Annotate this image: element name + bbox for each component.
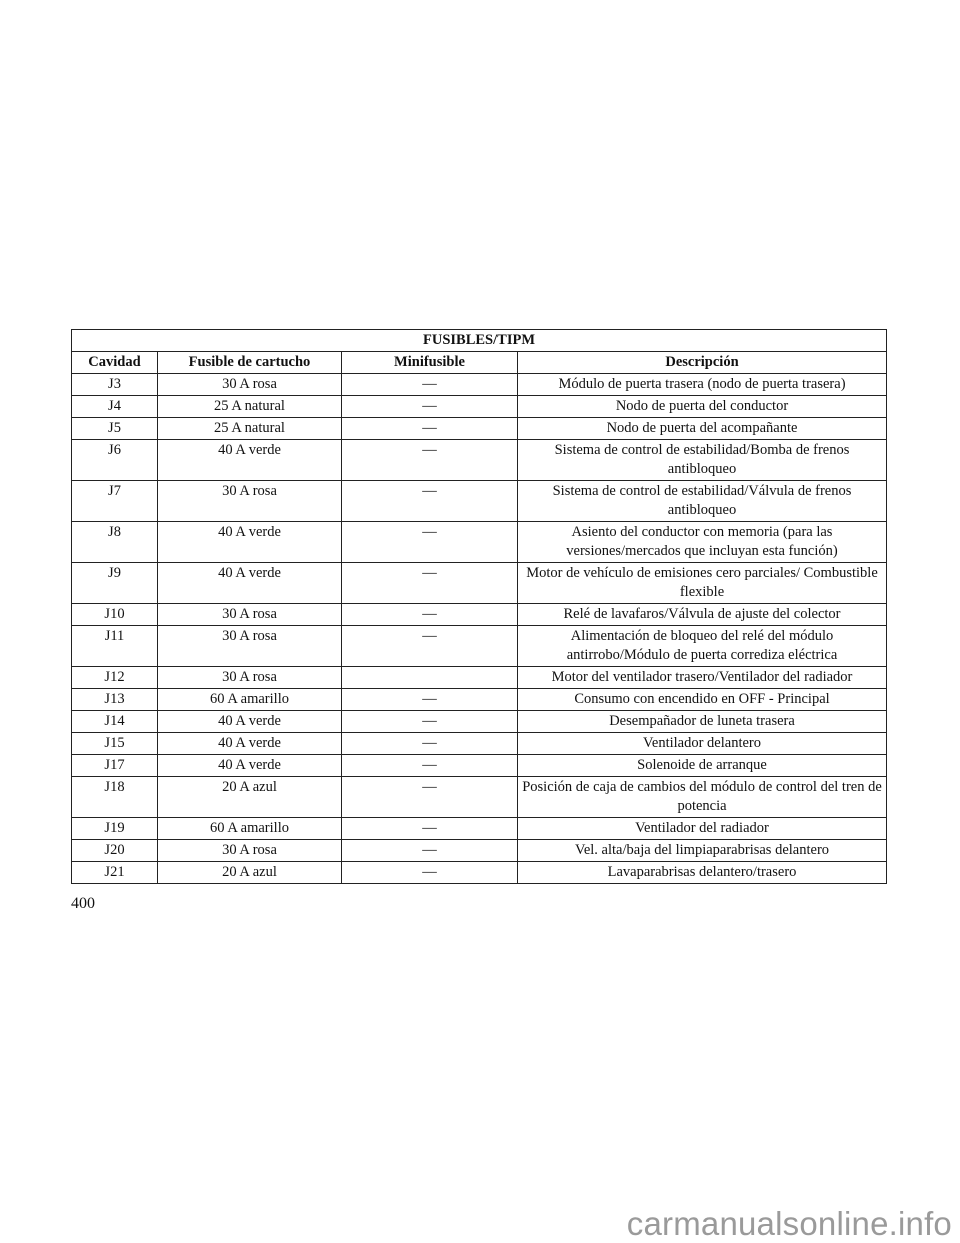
fusible-cartucho-cell: 30 A rosa <box>158 626 342 667</box>
cavidad-cell: J11 <box>72 626 158 667</box>
cavidad-cell: J15 <box>72 733 158 755</box>
cavidad-cell: J19 <box>72 818 158 840</box>
minifusible-cell: — <box>342 418 518 440</box>
minifusible-cell: — <box>342 374 518 396</box>
fusible-cartucho-cell: 30 A rosa <box>158 840 342 862</box>
minifusible-cell: — <box>342 777 518 818</box>
cavidad-cell: J20 <box>72 840 158 862</box>
descripcion-cell: Vel. alta/baja del limpiaparabrisas delantero <box>518 840 887 862</box>
table-title: FUSIBLES/TIPM <box>72 330 887 352</box>
table-row <box>72 862 887 884</box>
descripcion-cell: Relé de lavafaros/Válvula de ajuste del colector <box>518 604 887 626</box>
minifusible-cell: — <box>342 522 518 563</box>
table-row <box>72 626 887 667</box>
cavidad-cell: J9 <box>72 563 158 604</box>
table-row <box>72 374 887 396</box>
cavidad-cell: J12 <box>72 667 158 689</box>
descripcion-cell: Posición de caja de cambios del módulo de control del tren de potencia <box>518 777 887 818</box>
fusible-cartucho-cell: 40 A verde <box>158 733 342 755</box>
minifusible-cell <box>342 667 518 689</box>
table-row <box>72 522 887 563</box>
minifusible-cell: — <box>342 689 518 711</box>
cavidad-cell: J5 <box>72 418 158 440</box>
descripcion-cell: Ventilador del radiador <box>518 818 887 840</box>
descripcion-cell: Sistema de control de estabilidad/Válvula de frenos antibloqueo <box>518 481 887 522</box>
descripcion-cell: Ventilador delantero <box>518 733 887 755</box>
table-row <box>72 667 887 689</box>
column-header-fusible-cartucho: Fusible de cartucho <box>158 352 342 374</box>
fusible-cartucho-cell: 40 A verde <box>158 755 342 777</box>
minifusible-cell: — <box>342 755 518 777</box>
page-number: 400 <box>71 895 95 912</box>
minifusible-cell: — <box>342 481 518 522</box>
table-row <box>72 711 887 733</box>
minifusible-cell: — <box>342 818 518 840</box>
fusible-cartucho-cell: 40 A verde <box>158 563 342 604</box>
minifusible-cell: — <box>342 563 518 604</box>
table-row <box>72 777 887 818</box>
minifusible-cell: — <box>342 626 518 667</box>
cavidad-cell: J10 <box>72 604 158 626</box>
minifusible-cell: — <box>342 840 518 862</box>
watermark: carmanualsonline.info <box>626 1205 952 1242</box>
fusible-cartucho-cell: 40 A verde <box>158 711 342 733</box>
fusible-cartucho-cell: 25 A natural <box>158 418 342 440</box>
descripcion-cell: Sistema de control de estabilidad/Bomba de frenos antibloqueo <box>518 440 887 481</box>
fuse-table <box>71 329 887 884</box>
fusible-cartucho-cell: 30 A rosa <box>158 604 342 626</box>
table-row <box>72 840 887 862</box>
minifusible-cell: — <box>342 604 518 626</box>
descripcion-cell: Módulo de puerta trasera (nodo de puerta trasera) <box>518 374 887 396</box>
table-row <box>72 440 887 481</box>
cavidad-cell: J8 <box>72 522 158 563</box>
fusible-cartucho-cell: 20 A azul <box>158 862 342 884</box>
table-row <box>72 563 887 604</box>
fusible-cartucho-cell: 20 A azul <box>158 777 342 818</box>
column-header-minifusible: Minifusible <box>342 352 518 374</box>
minifusible-cell: — <box>342 862 518 884</box>
descripcion-cell: Asiento del conductor con memoria (para las versiones/mercados que incluyan esta función) <box>518 522 887 563</box>
fusible-cartucho-cell: 30 A rosa <box>158 667 342 689</box>
descripcion-cell: Lavaparabrisas delantero/trasero <box>518 862 887 884</box>
fusible-cartucho-cell: 60 A amarillo <box>158 818 342 840</box>
cavidad-cell: J13 <box>72 689 158 711</box>
table-row <box>72 818 887 840</box>
descripcion-cell: Alimentación de bloqueo del relé del módulo antirrobo/Módulo de puerta corrediza eléctrica <box>518 626 887 667</box>
table-header-row <box>72 352 887 374</box>
descripcion-cell: Nodo de puerta del acompañante <box>518 418 887 440</box>
table-row <box>72 604 887 626</box>
cavidad-cell: J3 <box>72 374 158 396</box>
minifusible-cell: — <box>342 396 518 418</box>
minifusible-cell: — <box>342 733 518 755</box>
table-row <box>72 396 887 418</box>
descripcion-cell: Motor de vehículo de emisiones cero parciales/ Combustible flexible <box>518 563 887 604</box>
table-row <box>72 481 887 522</box>
cavidad-cell: J21 <box>72 862 158 884</box>
fusible-cartucho-cell: 40 A verde <box>158 522 342 563</box>
table-row <box>72 689 887 711</box>
descripcion-cell: Motor del ventilador trasero/Ventilador del radiador <box>518 667 887 689</box>
descripcion-cell: Desempañador de luneta trasera <box>518 711 887 733</box>
minifusible-cell: — <box>342 711 518 733</box>
minifusible-cell: — <box>342 440 518 481</box>
fusible-cartucho-cell: 25 A natural <box>158 396 342 418</box>
fusible-cartucho-cell: 30 A rosa <box>158 481 342 522</box>
descripcion-cell: Consumo con encendido en OFF - Principal <box>518 689 887 711</box>
cavidad-cell: J18 <box>72 777 158 818</box>
table-title-row <box>72 330 887 352</box>
cavidad-cell: J4 <box>72 396 158 418</box>
fusible-cartucho-cell: 30 A rosa <box>158 374 342 396</box>
column-header-descripcion: Descripción <box>518 352 887 374</box>
cavidad-cell: J17 <box>72 755 158 777</box>
descripcion-cell: Nodo de puerta del conductor <box>518 396 887 418</box>
cavidad-cell: J6 <box>72 440 158 481</box>
table-row <box>72 733 887 755</box>
table-body <box>72 374 887 884</box>
table-row <box>72 418 887 440</box>
descripcion-cell: Solenoide de arranque <box>518 755 887 777</box>
fusible-cartucho-cell: 60 A amarillo <box>158 689 342 711</box>
fuse-table-section <box>71 329 886 884</box>
table-row <box>72 755 887 777</box>
fusible-cartucho-cell: 40 A verde <box>158 440 342 481</box>
column-header-cavidad: Cavidad <box>72 352 158 374</box>
cavidad-cell: J14 <box>72 711 158 733</box>
cavidad-cell: J7 <box>72 481 158 522</box>
